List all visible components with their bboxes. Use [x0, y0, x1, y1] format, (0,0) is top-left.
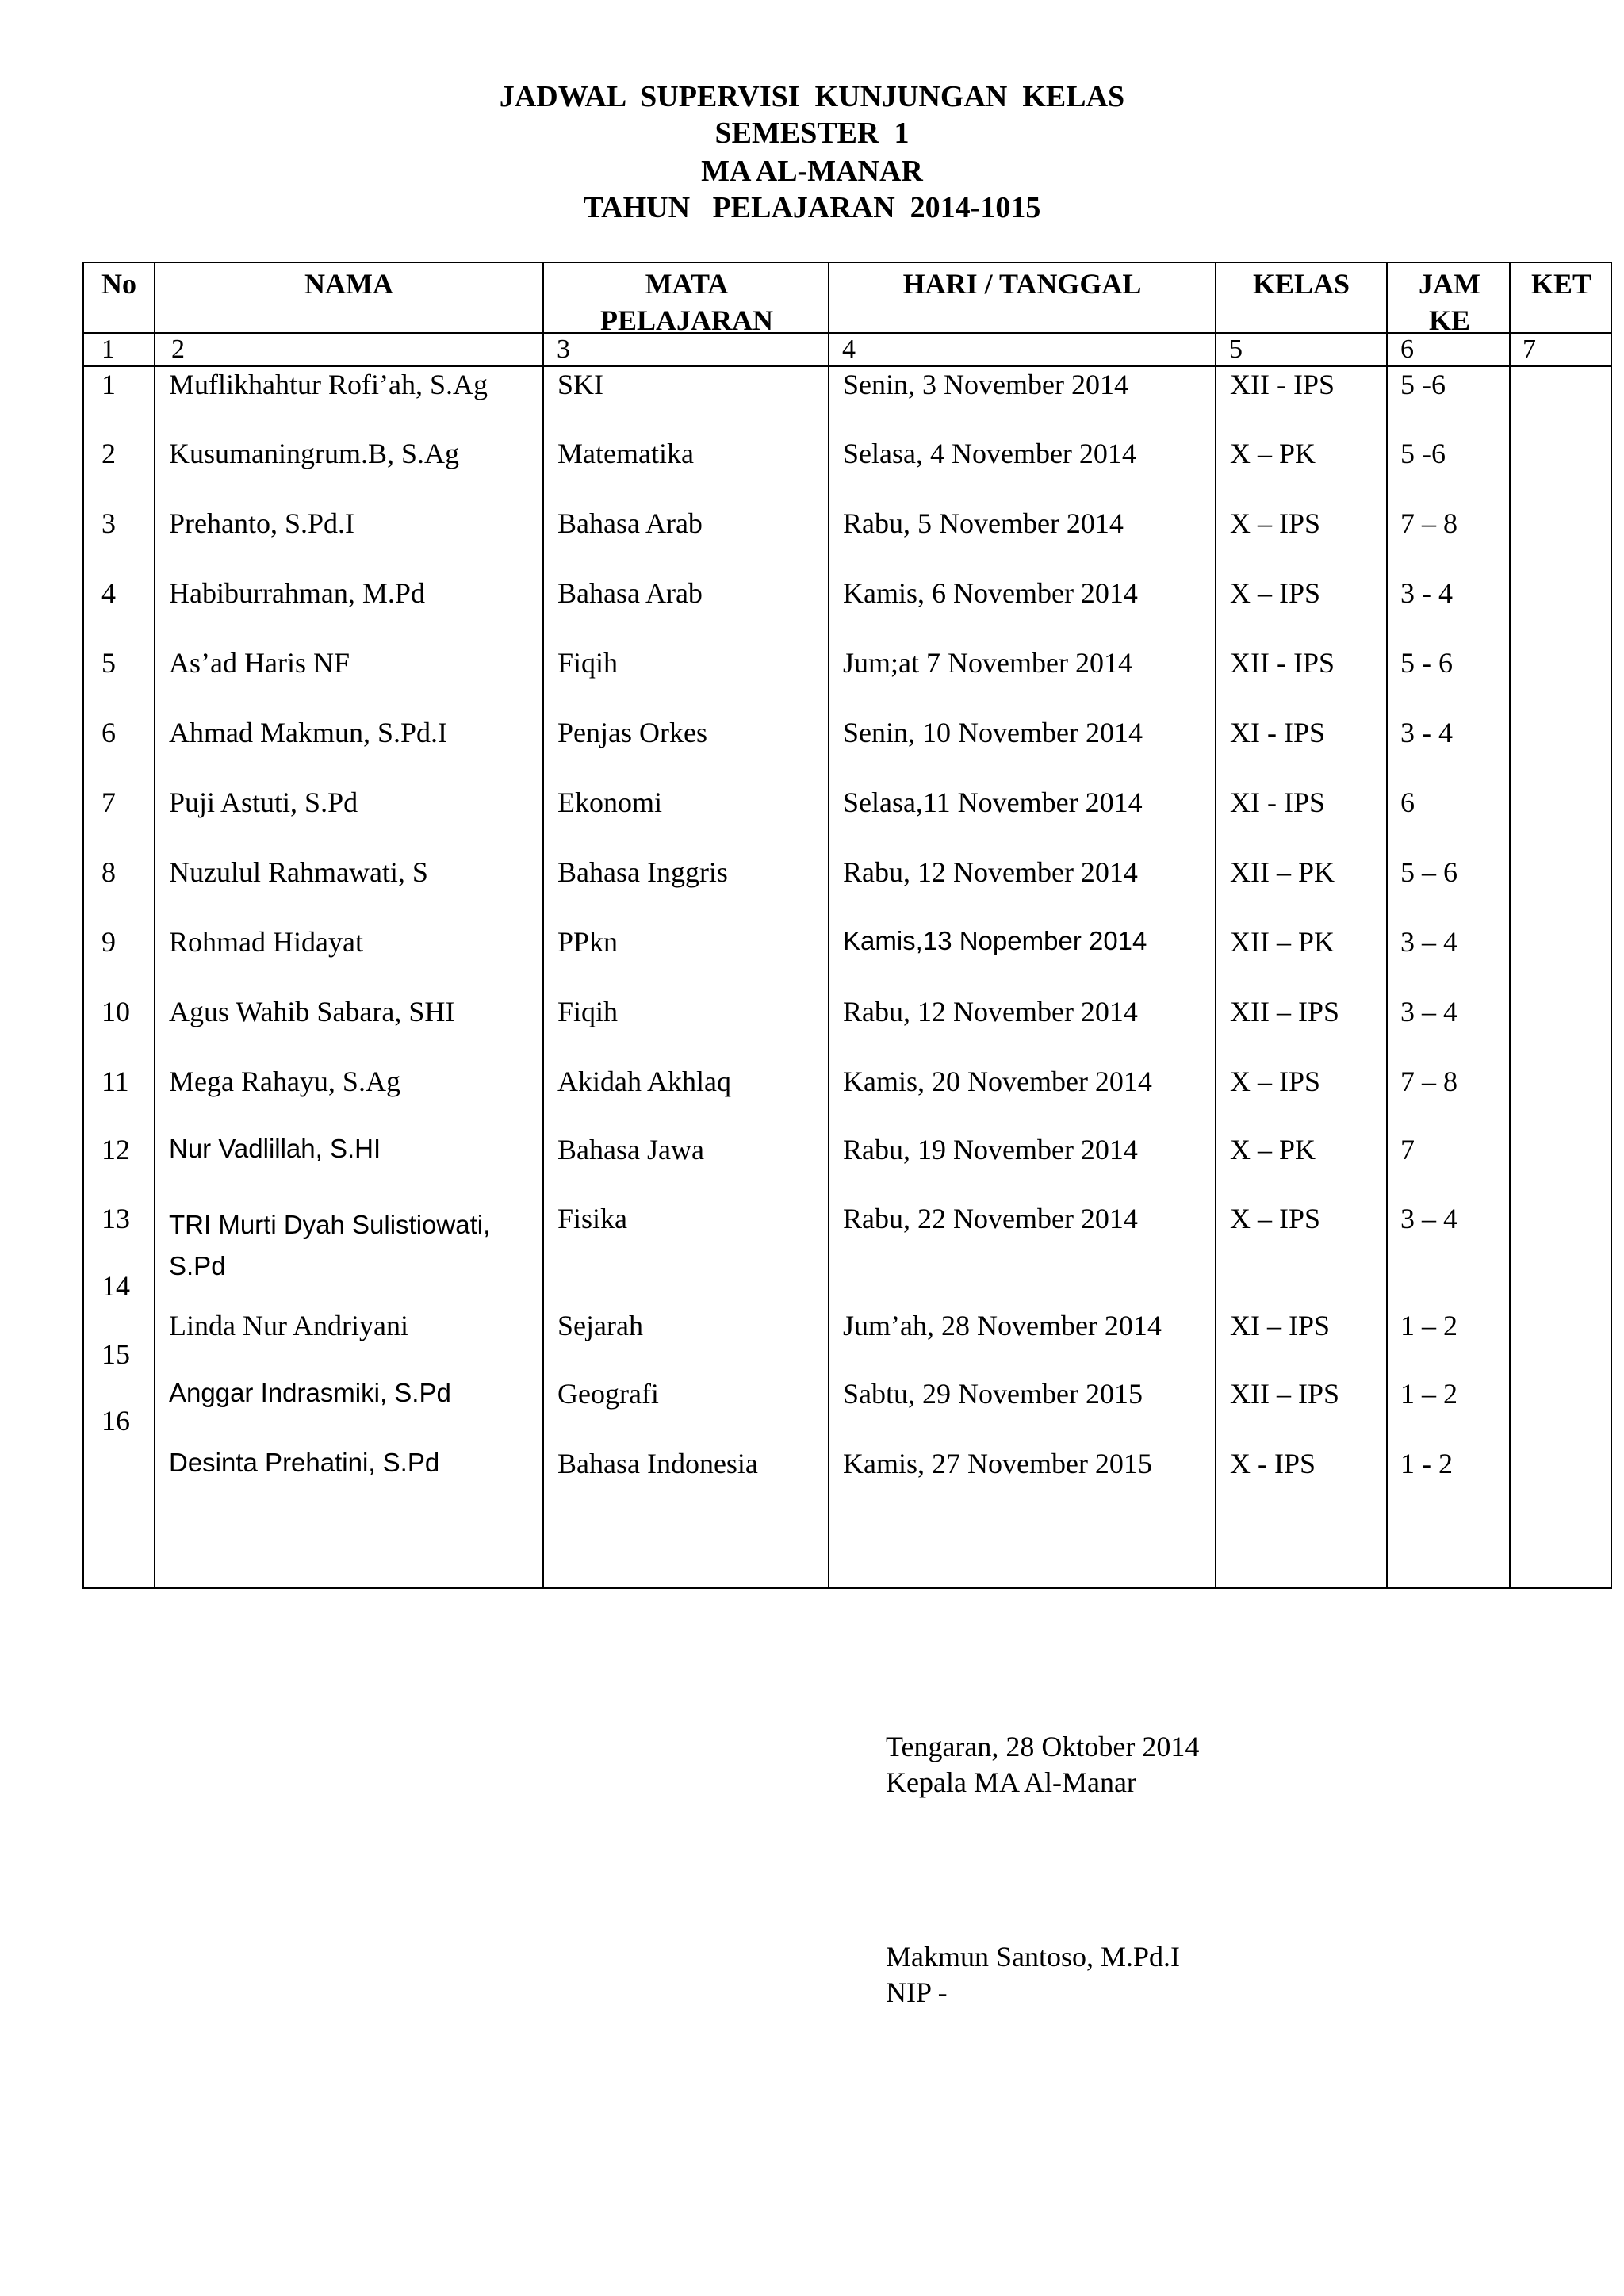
cell-kelas: XII – IPS: [1230, 996, 1340, 1027]
cell-hari-tanggal: Selasa,11 November 2014: [843, 786, 1143, 818]
cell-kelas: XII – IPS: [1230, 1378, 1340, 1410]
cell-no: 5: [102, 647, 116, 679]
cell-no: 9: [102, 926, 116, 958]
cell-kelas: X – IPS: [1230, 1203, 1321, 1234]
cell-no: 1: [102, 369, 116, 400]
cell-kelas: XII – PK: [1230, 856, 1335, 888]
header-nama: NAMA: [304, 268, 393, 300]
cell-nama: Habiburrahman, M.Pd: [169, 577, 425, 609]
cell-hari-tanggal: Jum;at 7 November 2014: [843, 647, 1132, 679]
column-number: 6: [1400, 335, 1414, 364]
cell-jam-ke: 6: [1400, 786, 1415, 818]
cell-mata-pelajaran: Bahasa Indonesia: [557, 1448, 758, 1479]
cell-nama: Puji Astuti, S.Pd: [169, 786, 358, 818]
cell-nama: Rohmad Hidayat: [169, 926, 363, 958]
row-divider: [84, 365, 1611, 367]
signature-position: Kepala MA Al-Manar: [886, 1766, 1136, 1798]
cell-hari-tanggal: Rabu, 19 November 2014: [843, 1134, 1138, 1165]
signature-place-date: Tengaran, 28 Oktober 2014: [886, 1731, 1200, 1762]
title-line-3: MA AL-MANAR: [701, 155, 923, 188]
cell-jam-ke: 1 – 2: [1400, 1378, 1457, 1410]
cell-kelas: X – PK: [1230, 1134, 1316, 1165]
cell-kelas: XII - IPS: [1230, 369, 1335, 400]
cell-no: 13: [102, 1203, 130, 1234]
cell-jam-ke: 1 - 2: [1400, 1448, 1453, 1479]
cell-hari-tanggal: Sabtu, 29 November 2015: [843, 1378, 1143, 1410]
cell-jam-ke: 5 -6: [1400, 369, 1446, 400]
cell-mata-pelajaran: Geografi: [557, 1378, 659, 1410]
column-number: 3: [557, 335, 570, 364]
cell-jam-ke: 1 – 2: [1400, 1310, 1457, 1341]
cell-nama: Desinta Prehatini, S.Pd: [169, 1448, 440, 1477]
cell-hari-tanggal: Rabu, 12 November 2014: [843, 856, 1138, 888]
cell-kelas: XII - IPS: [1230, 647, 1335, 679]
column-divider: [1509, 263, 1511, 1587]
column-number: 1: [102, 335, 115, 364]
cell-nama: Kusumaningrum.B, S.Ag: [169, 438, 460, 469]
cell-mata-pelajaran: Akidah Akhlaq: [557, 1066, 731, 1097]
cell-hari-tanggal: Rabu, 12 November 2014: [843, 996, 1138, 1027]
cell-mata-pelajaran: Fiqih: [557, 996, 619, 1027]
cell-kelas: XI - IPS: [1230, 717, 1326, 748]
cell-nama: Ahmad Makmun, S.Pd.I: [169, 717, 447, 748]
cell-jam-ke: 5 -6: [1400, 438, 1446, 469]
cell-hari-tanggal: Senin, 10 November 2014: [843, 717, 1143, 748]
column-divider: [1215, 263, 1216, 1587]
cell-kelas: XI – IPS: [1230, 1310, 1331, 1341]
cell-no: 16: [102, 1405, 130, 1437]
cell-kelas: X - IPS: [1230, 1448, 1316, 1479]
cell-mata-pelajaran: PPkn: [557, 926, 619, 958]
cell-mata-pelajaran: Penjas Orkes: [557, 717, 707, 748]
cell-mata-pelajaran: Sejarah: [557, 1310, 643, 1341]
cell-kelas: X – PK: [1230, 438, 1316, 469]
cell-mata-pelajaran: Bahasa Jawa: [557, 1134, 704, 1165]
title-line-1: JADWAL SUPERVISI KUNJUNGAN KELAS: [499, 80, 1125, 113]
cell-kelas: X – IPS: [1230, 577, 1321, 609]
cell-jam-ke: 7 – 8: [1400, 507, 1457, 539]
column-number: 2: [171, 335, 185, 364]
header-jam-ke: JAM KE: [1419, 268, 1480, 336]
column-number: 4: [842, 335, 856, 364]
cell-no: 6: [102, 717, 116, 748]
cell-mata-pelajaran: Matematika: [557, 438, 694, 469]
column-number: 5: [1229, 335, 1243, 364]
cell-jam-ke: 7: [1400, 1134, 1415, 1165]
cell-no: 7: [102, 786, 116, 818]
cell-hari-tanggal: Kamis, 27 November 2015: [843, 1448, 1152, 1479]
column-number: 7: [1522, 335, 1536, 364]
cell-no: 2: [102, 438, 116, 469]
cell-jam-ke: 3 - 4: [1400, 717, 1453, 748]
cell-kelas: XII – PK: [1230, 926, 1335, 958]
signature-name: Makmun Santoso, M.Pd.I: [886, 1941, 1181, 1973]
row-divider: [84, 332, 1611, 334]
cell-nama: Anggar Indrasmiki, S.Pd: [169, 1378, 451, 1407]
cell-mata-pelajaran: Fiqih: [557, 647, 619, 679]
header-mata-pelajaran: MATA PELAJARAN: [599, 268, 773, 336]
title-line-2: SEMESTER 1: [714, 117, 910, 150]
cell-nama: Prehanto, S.Pd.I: [169, 507, 354, 539]
cell-no: 3: [102, 507, 116, 539]
schedule-table: [82, 262, 1612, 1589]
cell-mata-pelajaran: SKI: [557, 369, 604, 400]
cell-jam-ke: 5 - 6: [1400, 647, 1453, 679]
cell-mata-pelajaran: Bahasa Arab: [557, 577, 703, 609]
header-ket: KET: [1530, 268, 1592, 300]
cell-nama: TRI Murti Dyah Sulistiowati, S.Pd: [169, 1210, 491, 1280]
cell-jam-ke: 5 – 6: [1400, 856, 1457, 888]
cell-hari-tanggal: Rabu, 22 November 2014: [843, 1203, 1138, 1234]
cell-no: 11: [102, 1066, 129, 1097]
column-divider: [154, 263, 155, 1587]
column-divider: [828, 263, 829, 1587]
cell-mata-pelajaran: Fisika: [557, 1203, 628, 1234]
header-hari-tanggal: HARI / TANGGAL: [902, 268, 1142, 300]
cell-jam-ke: 3 - 4: [1400, 577, 1453, 609]
cell-hari-tanggal: Kamis,13 Nopember 2014: [843, 926, 1147, 955]
cell-kelas: X – IPS: [1230, 507, 1321, 539]
cell-nama: Muflikhahtur Rofi’ah, S.Ag: [169, 369, 488, 400]
cell-no: 15: [102, 1338, 130, 1370]
cell-jam-ke: 3 – 4: [1400, 996, 1457, 1027]
cell-no: 4: [102, 577, 116, 609]
cell-jam-ke: 3 – 4: [1400, 1203, 1457, 1234]
cell-kelas: X – IPS: [1230, 1066, 1321, 1097]
cell-hari-tanggal: Kamis, 6 November 2014: [843, 577, 1138, 609]
cell-nama: Linda Nur Andriyani: [169, 1310, 408, 1341]
cell-hari-tanggal: Rabu, 5 November 2014: [843, 507, 1124, 539]
column-divider: [1386, 263, 1388, 1587]
cell-nama: Mega Rahayu, S.Ag: [169, 1066, 400, 1097]
cell-hari-tanggal: Senin, 3 November 2014: [843, 369, 1128, 400]
header-no: No: [102, 268, 136, 300]
column-divider: [542, 263, 544, 1587]
cell-hari-tanggal: Selasa, 4 November 2014: [843, 438, 1136, 469]
header-kelas: KELAS: [1252, 268, 1350, 300]
cell-nama: Nur Vadlillah, S.HI: [169, 1134, 381, 1163]
cell-kelas: XI - IPS: [1230, 786, 1326, 818]
cell-mata-pelajaran: Bahasa Arab: [557, 507, 703, 539]
cell-jam-ke: 3 – 4: [1400, 926, 1457, 958]
title-line-4: TAHUN PELAJARAN 2014-1015: [583, 191, 1041, 224]
cell-no: 14: [102, 1270, 130, 1302]
cell-hari-tanggal: Kamis, 20 November 2014: [843, 1066, 1152, 1097]
cell-nama: Agus Wahib Sabara, SHI: [169, 996, 455, 1027]
cell-jam-ke: 7 – 8: [1400, 1066, 1457, 1097]
cell-no: 10: [102, 996, 130, 1027]
cell-mata-pelajaran: Bahasa Inggris: [557, 856, 728, 888]
signature-nip: NIP -: [886, 1976, 948, 2008]
cell-nama: Nuzulul Rahmawati, S: [169, 856, 428, 888]
cell-no: 8: [102, 856, 116, 888]
cell-mata-pelajaran: Ekonomi: [557, 786, 662, 818]
cell-hari-tanggal: Jum’ah, 28 November 2014: [843, 1310, 1162, 1341]
cell-no: 12: [102, 1134, 130, 1165]
cell-nama: As’ad Haris NF: [169, 647, 350, 679]
